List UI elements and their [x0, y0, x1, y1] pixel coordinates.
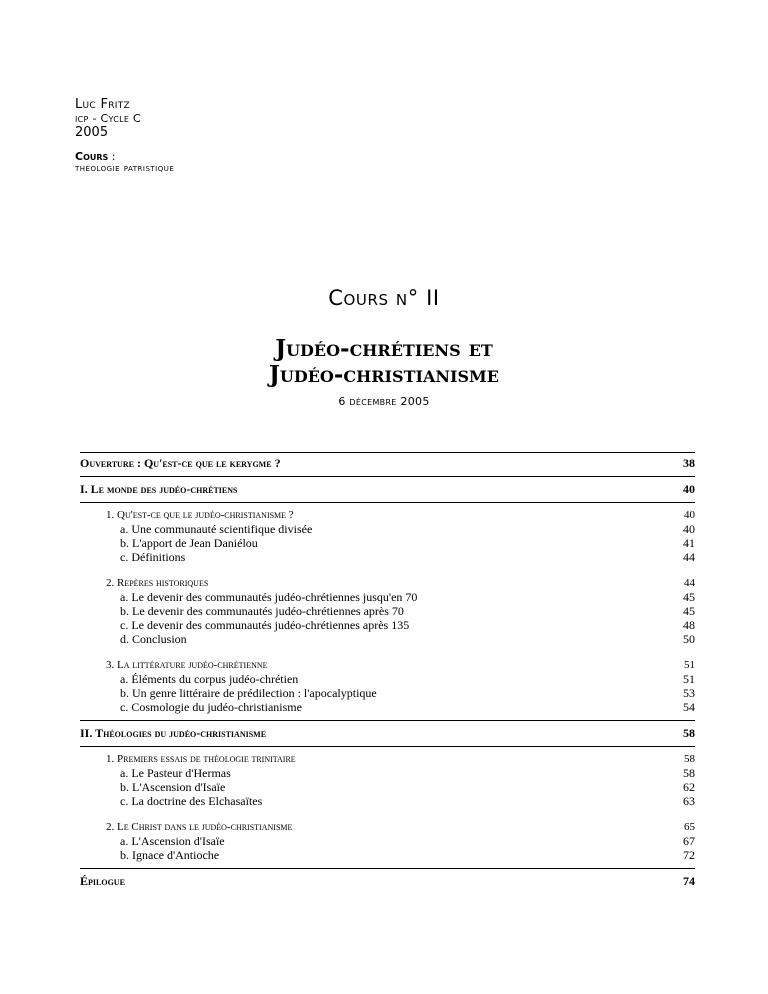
toc-entry-page: 48	[683, 618, 695, 632]
toc-entry-page: 63	[683, 794, 695, 808]
toc-entry-label: a. L'Ascension d'Isaïe	[120, 834, 225, 848]
toc-entry-label: 1. Qu'est-ce que le judéo-christianisme ?	[106, 509, 294, 521]
toc-item	[80, 618, 695, 632]
toc-entry-label: c. Définitions	[120, 550, 186, 564]
toc-part-1	[80, 482, 695, 496]
toc-entry-page: 51	[684, 659, 695, 671]
toc-entry-page: 45	[683, 604, 695, 618]
toc-entry-page: 40	[683, 482, 695, 496]
toc-entry-page: 72	[683, 848, 695, 862]
toc-entry-page: 44	[684, 577, 695, 589]
toc-item	[80, 780, 695, 794]
toc-entry-page: 44	[683, 550, 695, 564]
toc-entry-label: a. Le devenir des communautés judéo-chrétiennes jusqu'en 70	[120, 590, 418, 604]
toc-section-1-3	[80, 658, 695, 672]
toc-rule	[80, 476, 695, 477]
toc-item	[80, 686, 695, 700]
toc-item	[80, 632, 695, 646]
title-line-1: Judéo-chrétiens et	[275, 335, 493, 362]
toc-entry-page: 58	[684, 753, 695, 765]
toc-section-1-2	[80, 576, 695, 590]
school-cycle: icp - Cycle C	[75, 111, 142, 125]
toc-item	[80, 590, 695, 604]
toc-entry-page: 41	[683, 536, 695, 550]
toc-rule	[80, 868, 695, 869]
toc-entry-label: b. Le devenir des communautés judéo-chrétiennes après 70	[120, 604, 404, 618]
toc-section-1-1	[80, 508, 695, 522]
cours-subject: théologie patristique	[75, 163, 175, 175]
toc-entry-ouverture	[80, 456, 695, 470]
toc-entry-label: a. Une communauté scientifique divisée	[120, 522, 313, 536]
toc-top-rule	[80, 452, 695, 453]
toc-entry-label: c. Le devenir des communautés judéo-chrétiennes après 135	[120, 618, 410, 632]
toc-entry-label: a. Éléments du corpus judéo-chrétien	[120, 672, 299, 686]
toc-entry-page: 54	[683, 700, 695, 714]
toc-epilogue	[80, 874, 695, 888]
toc-entry-label: c. La doctrine des Elchasaïtes	[120, 794, 263, 808]
toc-entry-page: 74	[683, 874, 695, 888]
date: 6 décembre 2005	[338, 395, 430, 408]
toc-entry-page: 40	[683, 522, 695, 536]
toc-item	[80, 550, 695, 564]
toc-entry-page: 67	[683, 834, 695, 848]
title-line-2: Judéo-christianisme	[269, 361, 499, 388]
toc-entry-label: 1. Premiers essais de théologie trinitaire	[106, 753, 296, 765]
cours-colon: :	[108, 149, 116, 163]
toc-entry-page: 50	[683, 632, 695, 646]
toc-item	[80, 834, 695, 848]
cours-label: Cours	[75, 149, 109, 163]
toc-rule	[80, 502, 695, 503]
toc-entry-page: 62	[683, 780, 695, 794]
toc-item	[80, 604, 695, 618]
toc-part-2	[80, 726, 695, 740]
toc-entry-label: I. Le monde des judéo-chrétiens	[80, 482, 238, 496]
header-block	[75, 98, 174, 175]
toc-entry-label: b. Un genre littéraire de prédilection : l'apocalyptique	[120, 686, 377, 700]
toc-item	[80, 536, 695, 550]
toc-entry-label: b. L'apport de Jean Daniélou	[120, 536, 258, 550]
page-title	[0, 336, 768, 388]
toc-item	[80, 522, 695, 536]
toc-entry-label: Ouverture : Qu'est-ce que le kerygme ?	[80, 456, 281, 470]
toc-entry-page: 45	[683, 590, 695, 604]
toc-entry-label: 2. Repères historiques	[106, 577, 209, 589]
toc-entry-label: d. Conclusion	[120, 632, 187, 646]
toc-item	[80, 766, 695, 780]
toc-rule	[80, 746, 695, 747]
toc-item	[80, 672, 695, 686]
toc-entry-label: a. Le Pasteur d'Hermas	[120, 766, 231, 780]
table-of-contents	[80, 452, 695, 888]
course-number: Cours n° II	[328, 286, 440, 310]
toc-entry-label: 3. La littérature judéo-chrétienne	[106, 659, 268, 671]
toc-entry-label: b. L'Ascension d'Isaïe	[120, 780, 226, 794]
toc-entry-label: 2. Le Christ dans le judéo-christianisme	[106, 821, 293, 833]
toc-entry-page: 58	[683, 726, 695, 740]
toc-rule	[80, 720, 695, 721]
toc-entry-label: c. Cosmologie du judéo-christianisme	[120, 700, 302, 714]
toc-entry-page: 58	[683, 766, 695, 780]
cours-label-line	[75, 151, 174, 164]
toc-entry-page: 51	[683, 672, 695, 686]
author-name: Luc Fritz	[75, 97, 130, 112]
toc-section-2-1	[80, 752, 695, 766]
toc-entry-label: II. Théologies du judéo-christianisme	[80, 726, 267, 740]
year: 2005	[75, 124, 109, 140]
toc-entry-page: 65	[684, 821, 695, 833]
toc-item	[80, 700, 695, 714]
toc-entry-page: 38	[683, 456, 695, 470]
toc-entry-label: b. Ignace d'Antioche	[120, 848, 220, 862]
toc-item	[80, 848, 695, 862]
toc-entry-page: 40	[684, 509, 695, 521]
toc-item	[80, 794, 695, 808]
toc-entry-label: Épilogue	[80, 874, 125, 888]
toc-entry-page: 53	[683, 686, 695, 700]
toc-section-2-2	[80, 820, 695, 834]
